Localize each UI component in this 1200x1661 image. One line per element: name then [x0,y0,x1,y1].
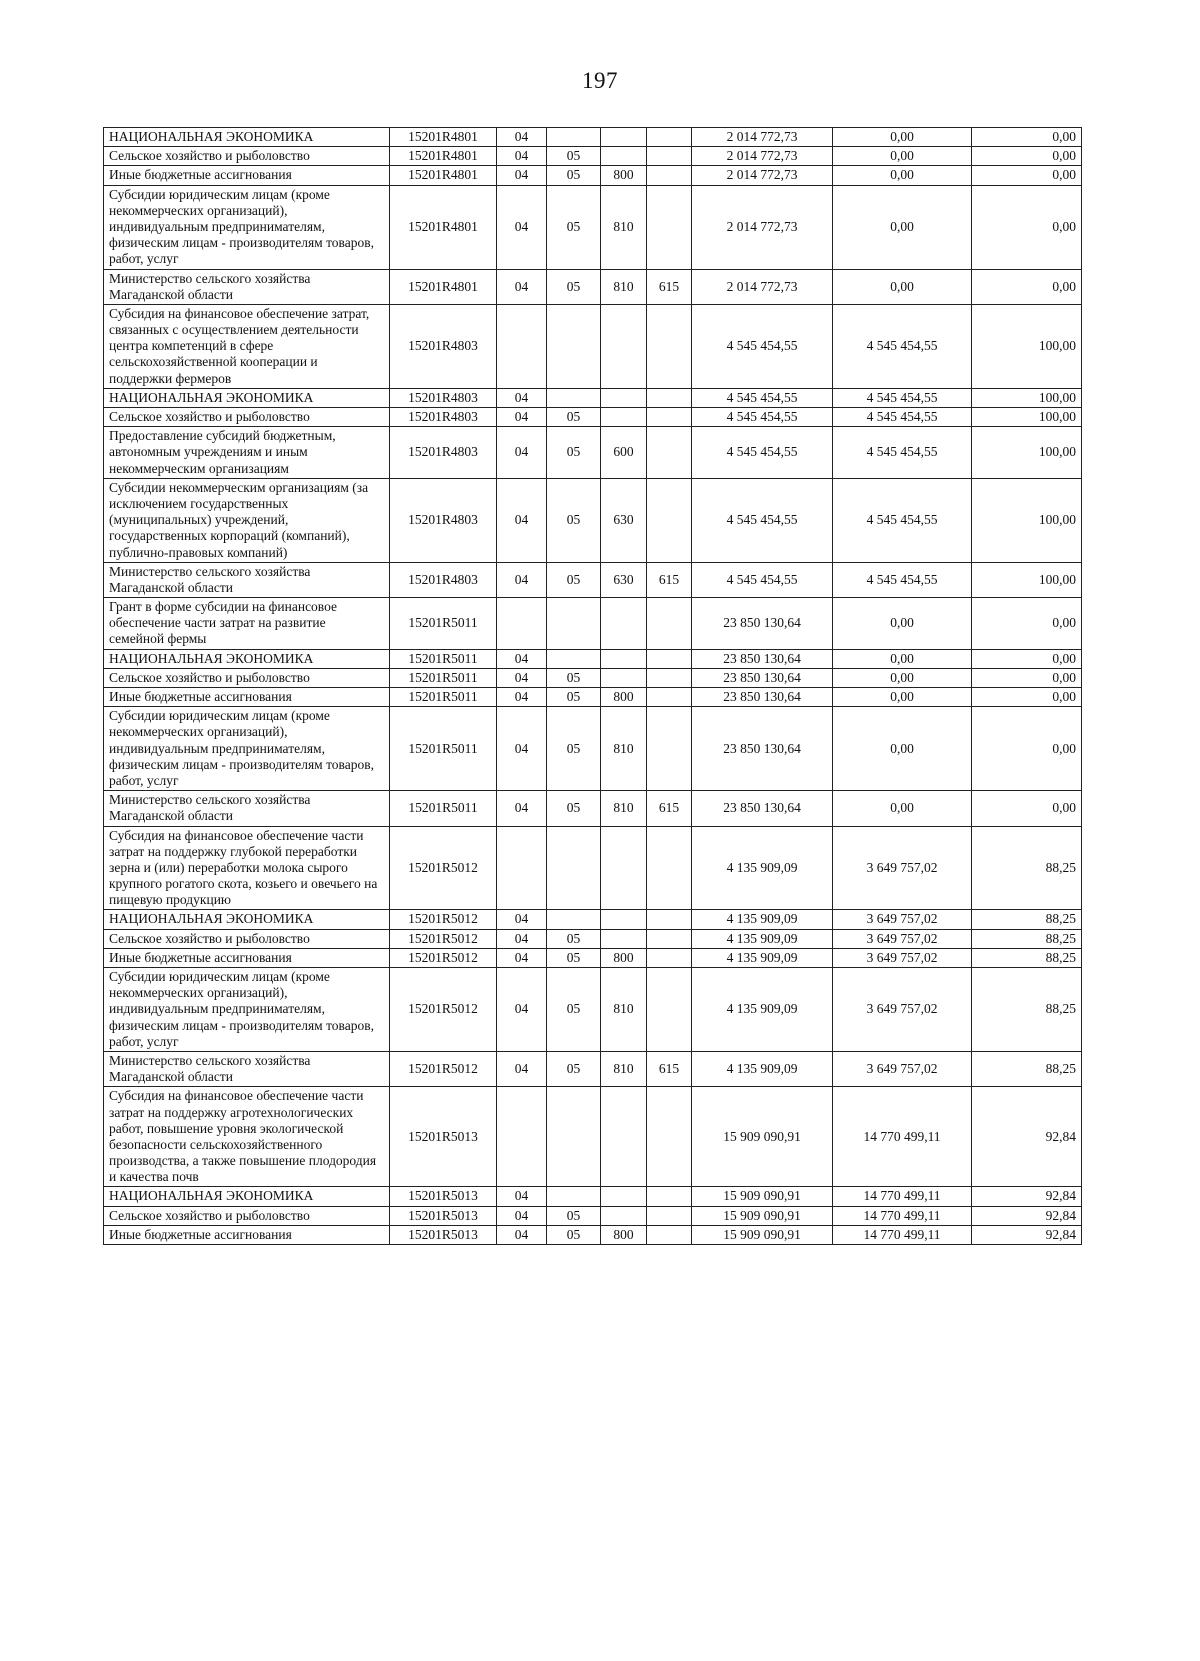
subsection-code-cell [547,128,601,147]
section-code-cell: 04 [497,791,547,826]
administrator-code-cell [647,185,692,269]
target-article-code-cell: 15201R5012 [390,826,497,910]
executed-amount-cell: 14 770 499,11 [833,1225,972,1244]
execution-percent-cell: 88,25 [972,968,1082,1052]
table-row [104,791,1082,826]
execution-percent-cell: 88,25 [972,910,1082,929]
execution-percent-cell: 0,00 [972,791,1082,826]
administrator-code-cell [647,478,692,562]
target-article-code-cell: 15201R4803 [390,562,497,597]
item-name-cell: Иные бюджетные ассигнования [104,1225,390,1244]
approved-amount-cell: 4 545 454,55 [692,427,833,479]
approved-amount-cell: 15 909 090,91 [692,1225,833,1244]
subsection-code-cell: 05 [547,269,601,304]
section-code-cell: 04 [497,929,547,948]
executed-amount-cell: 0,00 [833,166,972,185]
expense-type-code-cell [601,1206,647,1225]
section-code-cell [497,304,547,388]
section-code-cell: 04 [497,968,547,1052]
expense-type-code-cell: 630 [601,478,647,562]
administrator-code-cell [647,128,692,147]
subsection-code-cell [547,649,601,668]
subsection-code-cell: 05 [547,1051,601,1086]
section-code-cell: 04 [497,562,547,597]
table-row [104,1087,1082,1187]
expense-type-code-cell [601,910,647,929]
target-article-code-cell: 15201R4803 [390,304,497,388]
subsection-code-cell: 05 [547,688,601,707]
item-name-cell: Сельское хозяйство и рыболовство [104,1206,390,1225]
target-article-code-cell: 15201R4801 [390,128,497,147]
executed-amount-cell: 4 545 454,55 [833,478,972,562]
approved-amount-cell: 4 135 909,09 [692,910,833,929]
item-name-cell: НАЦИОНАЛЬНАЯ ЭКОНОМИКА [104,649,390,668]
section-code-cell: 04 [497,1187,547,1206]
administrator-code-cell [647,826,692,910]
table-row [104,968,1082,1052]
item-name-cell: Грант в форме субсидии на финансовое обеспечение части затрат на развитие семейной фермы [104,598,390,650]
table-row [104,128,1082,147]
execution-percent-cell: 100,00 [972,304,1082,388]
expense-type-code-cell [601,1087,647,1187]
approved-amount-cell: 23 850 130,64 [692,649,833,668]
expense-type-code-cell [601,128,647,147]
item-name-cell: НАЦИОНАЛЬНАЯ ЭКОНОМИКА [104,910,390,929]
target-article-code-cell: 15201R4803 [390,408,497,427]
approved-amount-cell: 4 135 909,09 [692,826,833,910]
expense-type-code-cell [601,826,647,910]
item-name-cell: Сельское хозяйство и рыболовство [104,668,390,687]
target-article-code-cell: 15201R5011 [390,707,497,791]
administrator-code-cell [647,388,692,407]
expense-type-code-cell: 810 [601,269,647,304]
administrator-code-cell [647,668,692,687]
item-name-cell: Сельское хозяйство и рыболовство [104,408,390,427]
approved-amount-cell: 4 135 909,09 [692,1051,833,1086]
expense-type-code-cell [601,929,647,948]
expense-type-code-cell: 810 [601,791,647,826]
executed-amount-cell: 0,00 [833,668,972,687]
item-name-cell: Иные бюджетные ассигнования [104,948,390,967]
executed-amount-cell: 4 545 454,55 [833,562,972,597]
subsection-code-cell: 05 [547,948,601,967]
executed-amount-cell: 3 649 757,02 [833,910,972,929]
approved-amount-cell: 2 014 772,73 [692,269,833,304]
approved-amount-cell: 15 909 090,91 [692,1206,833,1225]
executed-amount-cell: 0,00 [833,269,972,304]
administrator-code-cell [647,929,692,948]
expense-type-code-cell: 810 [601,707,647,791]
subsection-code-cell [547,826,601,910]
execution-percent-cell: 100,00 [972,478,1082,562]
item-name-cell: Иные бюджетные ассигнования [104,166,390,185]
section-code-cell: 04 [497,408,547,427]
executed-amount-cell: 14 770 499,11 [833,1187,972,1206]
executed-amount-cell: 0,00 [833,649,972,668]
executed-amount-cell: 3 649 757,02 [833,929,972,948]
section-code-cell: 04 [497,185,547,269]
expense-type-code-cell: 800 [601,688,647,707]
expense-type-code-cell: 630 [601,562,647,597]
target-article-code-cell: 15201R4801 [390,147,497,166]
approved-amount-cell: 15 909 090,91 [692,1187,833,1206]
section-code-cell: 04 [497,478,547,562]
execution-percent-cell: 0,00 [972,649,1082,668]
section-code-cell: 04 [497,688,547,707]
section-code-cell: 04 [497,1206,547,1225]
administrator-code-cell: 615 [647,1051,692,1086]
administrator-code-cell [647,1206,692,1225]
section-code-cell: 04 [497,128,547,147]
execution-percent-cell: 92,84 [972,1087,1082,1187]
expense-type-code-cell [601,147,647,166]
item-name-cell: Субсидии юридическим лицам (кроме некоммерческих организаций), индивидуальным предпринимателям, физическим лицам - производителям товаров, работ, услуг [104,185,390,269]
target-article-code-cell: 15201R5012 [390,910,497,929]
execution-percent-cell: 92,84 [972,1225,1082,1244]
section-code-cell: 04 [497,948,547,967]
target-article-code-cell: 15201R5012 [390,968,497,1052]
executed-amount-cell: 4 545 454,55 [833,408,972,427]
target-article-code-cell: 15201R5011 [390,668,497,687]
administrator-code-cell [647,147,692,166]
administrator-code-cell [647,948,692,967]
approved-amount-cell: 4 545 454,55 [692,562,833,597]
approved-amount-cell: 2 014 772,73 [692,147,833,166]
administrator-code-cell [647,968,692,1052]
subsection-code-cell [547,304,601,388]
execution-percent-cell: 0,00 [972,185,1082,269]
executed-amount-cell: 3 649 757,02 [833,968,972,1052]
item-name-cell: Субсидия на финансовое обеспечение части затрат на поддержку агротехнологических работ, повышение уровня экологической безопасности сельскохозяйственного производства, а также повышение плодородия и качества почв [104,1087,390,1187]
approved-amount-cell: 23 850 130,64 [692,598,833,650]
table-row [104,707,1082,791]
executed-amount-cell: 4 545 454,55 [833,427,972,479]
table-row [104,562,1082,597]
section-code-cell: 04 [497,427,547,479]
subsection-code-cell: 05 [547,791,601,826]
subsection-code-cell: 05 [547,968,601,1052]
target-article-code-cell: 15201R5013 [390,1187,497,1206]
subsection-code-cell [547,910,601,929]
executed-amount-cell: 14 770 499,11 [833,1087,972,1187]
item-name-cell: Субсидия на финансовое обеспечение затрат, связанных с осуществлением деятельности центра компетенций в сфере сельскохозяйственной кооперации и поддержки фермеров [104,304,390,388]
target-article-code-cell: 15201R5012 [390,1051,497,1086]
table-row [104,408,1082,427]
target-article-code-cell: 15201R5013 [390,1225,497,1244]
expense-type-code-cell [601,408,647,427]
target-article-code-cell: 15201R5011 [390,791,497,826]
expense-type-code-cell [601,1187,647,1206]
expense-type-code-cell: 810 [601,1051,647,1086]
subsection-code-cell: 05 [547,408,601,427]
section-code-cell: 04 [497,388,547,407]
execution-percent-cell: 0,00 [972,688,1082,707]
item-name-cell: Субсидии юридическим лицам (кроме некоммерческих организаций), индивидуальным предпринимателям, физическим лицам - производителям товаров, работ, услуг [104,968,390,1052]
administrator-code-cell [647,427,692,479]
executed-amount-cell: 0,00 [833,185,972,269]
target-article-code-cell: 15201R4803 [390,478,497,562]
table-row [104,598,1082,650]
target-article-code-cell: 15201R5013 [390,1206,497,1225]
item-name-cell: Министерство сельского хозяйства Магаданской области [104,791,390,826]
target-article-code-cell: 15201R5011 [390,688,497,707]
administrator-code-cell [647,304,692,388]
section-code-cell: 04 [497,649,547,668]
executed-amount-cell: 0,00 [833,688,972,707]
section-code-cell: 04 [497,1051,547,1086]
table-row [104,948,1082,967]
execution-percent-cell: 100,00 [972,427,1082,479]
subsection-code-cell: 05 [547,1206,601,1225]
approved-amount-cell: 4 545 454,55 [692,388,833,407]
table-row [104,388,1082,407]
item-name-cell: Субсидия на финансовое обеспечение части затрат на поддержку глубокой переработки зерна и (или) переработки молока сырого крупного рогатого скота, козьего и овечьего на пищевую продукцию [104,826,390,910]
executed-amount-cell: 0,00 [833,707,972,791]
target-article-code-cell: 15201R5011 [390,649,497,668]
table-row [104,688,1082,707]
target-article-code-cell: 15201R4801 [390,185,497,269]
table-row [104,1206,1082,1225]
executed-amount-cell: 3 649 757,02 [833,948,972,967]
approved-amount-cell: 4 135 909,09 [692,968,833,1052]
subsection-code-cell [547,1187,601,1206]
execution-percent-cell: 100,00 [972,562,1082,597]
subsection-code-cell: 05 [547,478,601,562]
item-name-cell: НАЦИОНАЛЬНАЯ ЭКОНОМИКА [104,128,390,147]
approved-amount-cell: 23 850 130,64 [692,668,833,687]
subsection-code-cell: 05 [547,166,601,185]
administrator-code-cell [647,408,692,427]
expense-type-code-cell: 800 [601,1225,647,1244]
execution-percent-cell: 88,25 [972,948,1082,967]
expense-type-code-cell [601,649,647,668]
subsection-code-cell: 05 [547,707,601,791]
approved-amount-cell: 4 135 909,09 [692,929,833,948]
table-row [104,668,1082,687]
table-body [104,128,1082,1245]
subsection-code-cell: 05 [547,1225,601,1244]
execution-percent-cell: 0,00 [972,269,1082,304]
expense-type-code-cell: 810 [601,968,647,1052]
executed-amount-cell: 0,00 [833,147,972,166]
target-article-code-cell: 15201R4803 [390,388,497,407]
item-name-cell: НАЦИОНАЛЬНАЯ ЭКОНОМИКА [104,1187,390,1206]
table-row [104,910,1082,929]
table-row [104,166,1082,185]
expense-type-code-cell: 600 [601,427,647,479]
subsection-code-cell: 05 [547,929,601,948]
execution-percent-cell: 0,00 [972,598,1082,650]
administrator-code-cell [647,598,692,650]
page-number: 197 [582,68,618,93]
target-article-code-cell: 15201R4801 [390,269,497,304]
expense-type-code-cell [601,598,647,650]
table-row [104,929,1082,948]
budget-execution-table [103,127,1082,1245]
execution-percent-cell: 88,25 [972,929,1082,948]
administrator-code-cell [647,649,692,668]
execution-percent-cell: 88,25 [972,1051,1082,1086]
item-name-cell: Предоставление субсидий бюджетным, автономным учреждениям и иным некоммерческим организациям [104,427,390,479]
approved-amount-cell: 4 545 454,55 [692,408,833,427]
executed-amount-cell: 3 649 757,02 [833,1051,972,1086]
item-name-cell: Сельское хозяйство и рыболовство [104,929,390,948]
target-article-code-cell: 15201R5012 [390,929,497,948]
subsection-code-cell: 05 [547,185,601,269]
section-code-cell [497,826,547,910]
approved-amount-cell: 4 545 454,55 [692,478,833,562]
subsection-code-cell: 05 [547,147,601,166]
section-code-cell: 04 [497,668,547,687]
expense-type-code-cell [601,668,647,687]
section-code-cell: 04 [497,269,547,304]
section-code-cell: 04 [497,910,547,929]
administrator-code-cell [647,1225,692,1244]
execution-percent-cell: 100,00 [972,408,1082,427]
approved-amount-cell: 23 850 130,64 [692,791,833,826]
approved-amount-cell: 4 545 454,55 [692,304,833,388]
target-article-code-cell: 15201R5011 [390,598,497,650]
table-row [104,427,1082,479]
item-name-cell: Сельское хозяйство и рыболовство [104,147,390,166]
section-code-cell [497,598,547,650]
execution-percent-cell: 0,00 [972,147,1082,166]
execution-percent-cell: 92,84 [972,1187,1082,1206]
target-article-code-cell: 15201R4801 [390,166,497,185]
table-row [104,304,1082,388]
administrator-code-cell [647,1187,692,1206]
section-code-cell: 04 [497,166,547,185]
table-row [104,1225,1082,1244]
administrator-code-cell [647,166,692,185]
administrator-code-cell: 615 [647,562,692,597]
expense-type-code-cell [601,304,647,388]
execution-percent-cell: 0,00 [972,128,1082,147]
table-row [104,649,1082,668]
approved-amount-cell: 2 014 772,73 [692,166,833,185]
executed-amount-cell: 0,00 [833,598,972,650]
item-name-cell: Иные бюджетные ассигнования [104,688,390,707]
expense-type-code-cell: 810 [601,185,647,269]
item-name-cell: Субсидии некоммерческим организациям (за исключением государственных (муниципальных) учреждений, государственных корпораций (компаний), публично-правовых компаний) [104,478,390,562]
approved-amount-cell: 2 014 772,73 [692,185,833,269]
subsection-code-cell: 05 [547,427,601,479]
execution-percent-cell: 100,00 [972,388,1082,407]
target-article-code-cell: 15201R4803 [390,427,497,479]
subsection-code-cell [547,388,601,407]
section-code-cell [497,1087,547,1187]
execution-percent-cell: 0,00 [972,707,1082,791]
table-row [104,269,1082,304]
table-row [104,478,1082,562]
item-name-cell: НАЦИОНАЛЬНАЯ ЭКОНОМИКА [104,388,390,407]
table-row [104,826,1082,910]
administrator-code-cell: 615 [647,791,692,826]
approved-amount-cell: 4 135 909,09 [692,948,833,967]
subsection-code-cell [547,598,601,650]
table-row [104,185,1082,269]
administrator-code-cell [647,707,692,791]
target-article-code-cell: 15201R5012 [390,948,497,967]
table-row [104,147,1082,166]
execution-percent-cell: 92,84 [972,1206,1082,1225]
administrator-code-cell [647,688,692,707]
approved-amount-cell: 23 850 130,64 [692,688,833,707]
item-name-cell: Министерство сельского хозяйства Магаданской области [104,562,390,597]
item-name-cell: Министерство сельского хозяйства Магаданской области [104,269,390,304]
execution-percent-cell: 0,00 [972,166,1082,185]
item-name-cell: Субсидии юридическим лицам (кроме некоммерческих организаций), индивидуальным предпринимателям, физическим лицам - производителям товаров, работ, услуг [104,707,390,791]
subsection-code-cell: 05 [547,668,601,687]
table-row [104,1187,1082,1206]
execution-percent-cell: 0,00 [972,668,1082,687]
approved-amount-cell: 2 014 772,73 [692,128,833,147]
approved-amount-cell: 23 850 130,64 [692,707,833,791]
item-name-cell: Министерство сельского хозяйства Магаданской области [104,1051,390,1086]
expense-type-code-cell [601,388,647,407]
expense-type-code-cell: 800 [601,948,647,967]
target-article-code-cell: 15201R5013 [390,1087,497,1187]
executed-amount-cell: 4 545 454,55 [833,304,972,388]
section-code-cell: 04 [497,1225,547,1244]
section-code-cell: 04 [497,147,547,166]
section-code-cell: 04 [497,707,547,791]
subsection-code-cell [547,1087,601,1187]
administrator-code-cell [647,1087,692,1187]
table-row [104,1051,1082,1086]
executed-amount-cell: 3 649 757,02 [833,826,972,910]
subsection-code-cell: 05 [547,562,601,597]
executed-amount-cell: 0,00 [833,791,972,826]
executed-amount-cell: 4 545 454,55 [833,388,972,407]
administrator-code-cell [647,910,692,929]
execution-percent-cell: 88,25 [972,826,1082,910]
executed-amount-cell: 0,00 [833,128,972,147]
administrator-code-cell: 615 [647,269,692,304]
approved-amount-cell: 15 909 090,91 [692,1087,833,1187]
expense-type-code-cell: 800 [601,166,647,185]
executed-amount-cell: 14 770 499,11 [833,1206,972,1225]
